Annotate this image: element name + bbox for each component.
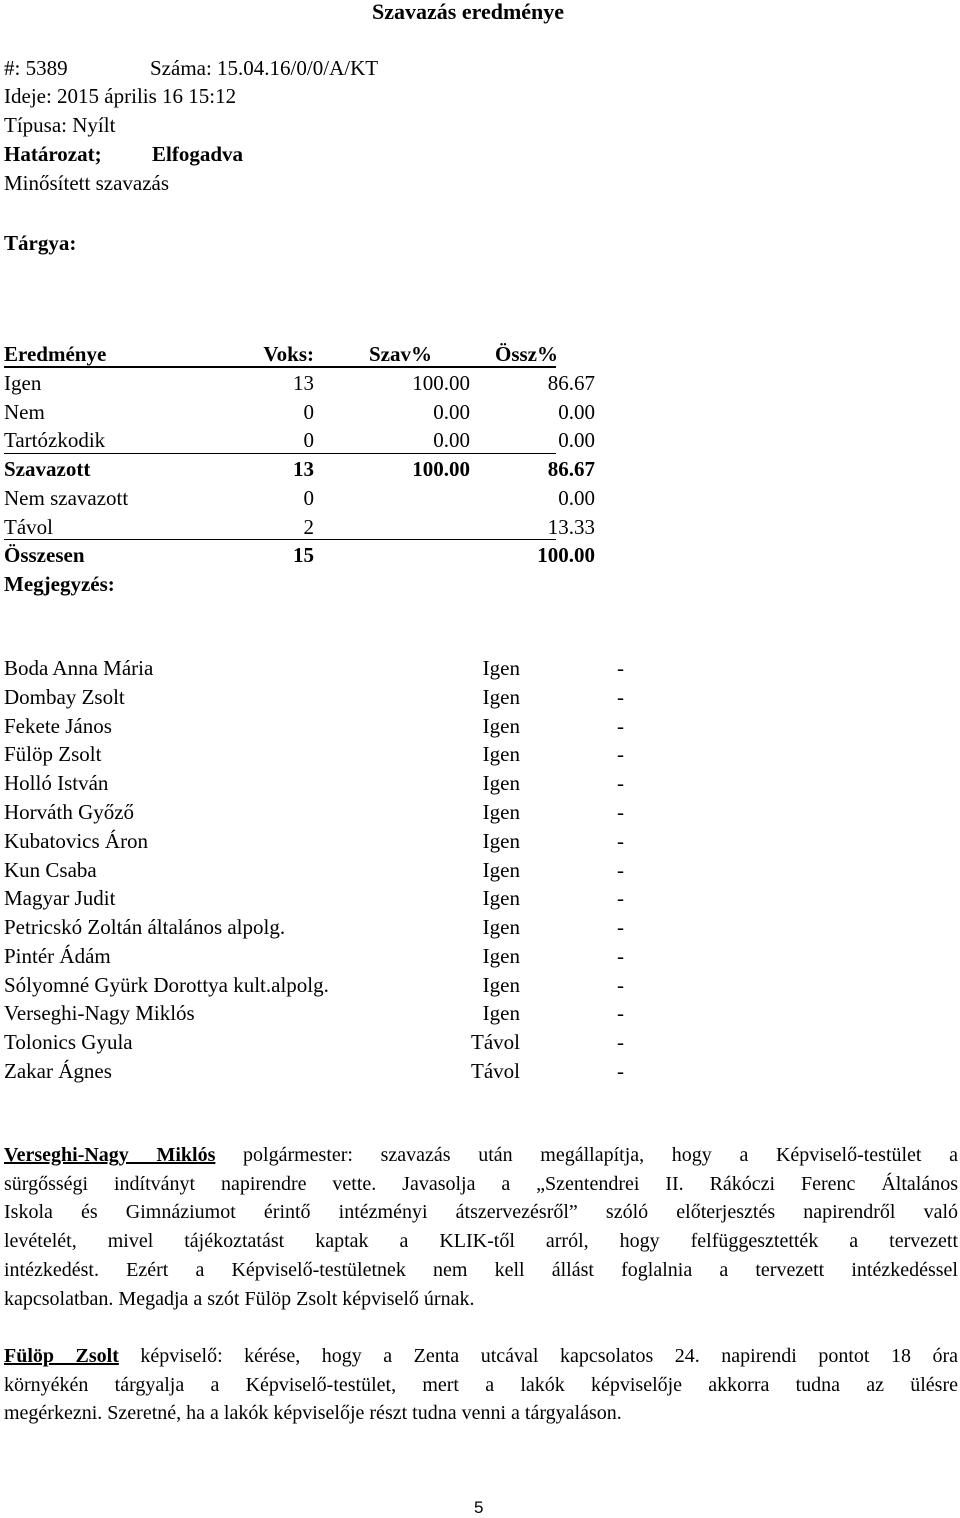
- member-name: Boda Anna Mária: [4, 656, 154, 680]
- member-name: Dombay Zsolt: [4, 685, 125, 709]
- megjegyzes-label: Megjegyzés:: [4, 572, 115, 596]
- hatarozat-value: Elfogadva: [152, 142, 244, 166]
- paragraph-line: környékén tárgyalja a Képviselő-testület, mert a lakók képviselője akkorra tudna az ülésre: [4, 1373, 958, 1396]
- member-name: Fülöp Zsolt: [4, 742, 102, 766]
- member-mark: -: [617, 944, 624, 968]
- member-name: Magyar Judit: [4, 886, 116, 910]
- header-voks: Voks:: [263, 342, 314, 366]
- paragraph-line: képviselő: kérése, hogy a Zenta utcával kapcsolatos 24. napirendi pontot 18 óra: [140, 1345, 959, 1367]
- member-vote: Igen: [482, 829, 520, 853]
- row-label: Nem szavazott: [4, 486, 129, 510]
- member-vote: Igen: [482, 973, 520, 997]
- header-underline: [4, 366, 556, 368]
- vote-ideje: Ideje: 2015 április 16 15:12: [4, 84, 237, 108]
- row-ossz: 86.67: [547, 371, 595, 395]
- vote-szama: Száma: 15.04.16/0/0/A/KT: [150, 56, 379, 80]
- row-szav: 0.00: [433, 400, 470, 424]
- member-vote: Igen: [482, 771, 520, 795]
- row-ossz: 0.00: [558, 486, 595, 510]
- paragraph-fulop-zsolt: [4, 1342, 958, 1428]
- member-mark: -: [617, 800, 624, 824]
- vote-id: #: 5389: [4, 56, 68, 80]
- row-voks: 0: [303, 428, 314, 452]
- row-voks: 2: [303, 515, 314, 539]
- row-label: Összesen: [4, 543, 85, 567]
- paragraph-line: intézkedést. Ezért a Képviselő-testületnek nem kell állást foglalnia a tervezett intézkedéssel: [4, 1258, 958, 1281]
- row-voks: 0: [303, 486, 314, 510]
- paragraph-line: levételét, mivel tájékoztatást kaptak a KLIK-től arról, hogy felfüggesztették a tervezett: [4, 1230, 958, 1253]
- member-mark: -: [617, 1030, 624, 1054]
- member-mark: -: [617, 886, 624, 910]
- paragraph-line: sürgősségi indítványt napirendre vette. Javasolja a „Szentendrei II. Rákóczi Ferenc Általános: [4, 1172, 958, 1195]
- member-name: Kubatovics Áron: [4, 829, 149, 853]
- speaker-name: Fülöp Zsolt: [4, 1345, 119, 1367]
- vote-tipusa: Típusa: Nyílt: [4, 113, 116, 137]
- row-voks: 13: [293, 371, 314, 395]
- member-vote: Igen: [482, 886, 520, 910]
- member-vote: Igen: [482, 915, 520, 939]
- member-vote: Távol: [471, 1059, 520, 1083]
- row-label: Szavazott: [4, 457, 91, 481]
- member-mark: -: [617, 656, 624, 680]
- member-name: Verseghi-Nagy Miklós: [4, 1001, 195, 1025]
- paragraph-line: megérkezni. Szeretné, ha a lakók képviselője részt tudna venni a tárgyaláson.: [4, 1402, 622, 1425]
- paragraph-line: kapcsolatban. Megadja a szót Fülöp Zsolt képviselő úrnak.: [4, 1287, 475, 1310]
- member-mark: -: [617, 742, 624, 766]
- page-title: Szavazás eredménye: [372, 0, 565, 24]
- hatarozat-label: Határozat;: [4, 142, 102, 166]
- member-vote: Igen: [482, 1001, 520, 1025]
- row-voks: 0: [303, 400, 314, 424]
- row-voks: 15: [293, 543, 314, 567]
- row-divider: [4, 539, 556, 540]
- speaker-name: Verseghi-Nagy Miklós: [4, 1144, 216, 1166]
- member-vote: Igen: [482, 800, 520, 824]
- member-mark: -: [617, 714, 624, 738]
- member-name: Sólyomné Gyürk Dorottya kult.alpolg.: [4, 973, 329, 997]
- member-name: Horváth Győző: [4, 800, 135, 824]
- header-szav: Szav%: [369, 342, 432, 366]
- targya-label: Tárgya:: [4, 231, 77, 255]
- member-mark: -: [617, 771, 624, 795]
- member-vote: Igen: [482, 685, 520, 709]
- member-mark: -: [617, 915, 624, 939]
- member-vote: Igen: [482, 742, 520, 766]
- row-divider: [4, 453, 556, 454]
- member-vote: Igen: [482, 714, 520, 738]
- row-ossz: 0.00: [558, 428, 595, 452]
- member-mark: -: [617, 1001, 624, 1025]
- row-voks: 13: [293, 457, 314, 481]
- member-mark: -: [617, 858, 624, 882]
- row-ossz: 100.00: [537, 543, 595, 567]
- header-ossz: Össz%: [495, 342, 558, 366]
- row-label: Igen: [4, 371, 42, 395]
- row-szav: 100.00: [412, 371, 470, 395]
- member-name: Tolonics Gyula: [4, 1030, 133, 1054]
- header-eredmenye: Eredménye: [4, 342, 107, 366]
- member-mark: -: [617, 973, 624, 997]
- member-mark: -: [617, 1059, 624, 1083]
- row-szav: 0.00: [433, 428, 470, 452]
- member-name: Holló István: [4, 771, 109, 795]
- paragraph-line: polgármester: szavazás után megállapítja, hogy a Képviselő-testület a: [243, 1144, 959, 1166]
- member-name: Zakar Ágnes: [4, 1059, 112, 1083]
- member-vote: Távol: [471, 1030, 520, 1054]
- minositett-szavazas: Minősített szavazás: [4, 171, 170, 195]
- member-name: Fekete János: [4, 714, 112, 738]
- row-ossz: 86.67: [547, 457, 595, 481]
- row-label: Távol: [4, 515, 53, 539]
- paragraph-line: Iskola és Gimnáziumot érintő intézményi átszervezésről” szóló előterjesztés napirendről való: [4, 1201, 958, 1224]
- row-szav: 100.00: [412, 457, 470, 481]
- row-label: Tartózkodik: [4, 428, 106, 452]
- member-vote: Igen: [482, 944, 520, 968]
- member-name: Pintér Ádám: [4, 944, 111, 968]
- member-vote: Igen: [482, 858, 520, 882]
- row-ossz: 13.33: [547, 515, 595, 539]
- row-ossz: 0.00: [558, 400, 595, 424]
- member-name: Kun Csaba: [4, 858, 97, 882]
- row-label: Nem: [4, 400, 45, 424]
- member-vote: Igen: [482, 656, 520, 680]
- paragraph-polgarmester: [4, 1141, 958, 1313]
- member-name: Petricskó Zoltán általános alpolg.: [4, 915, 286, 939]
- member-mark: -: [617, 685, 624, 709]
- page-number: 5: [474, 1498, 484, 1517]
- member-mark: -: [617, 829, 624, 853]
